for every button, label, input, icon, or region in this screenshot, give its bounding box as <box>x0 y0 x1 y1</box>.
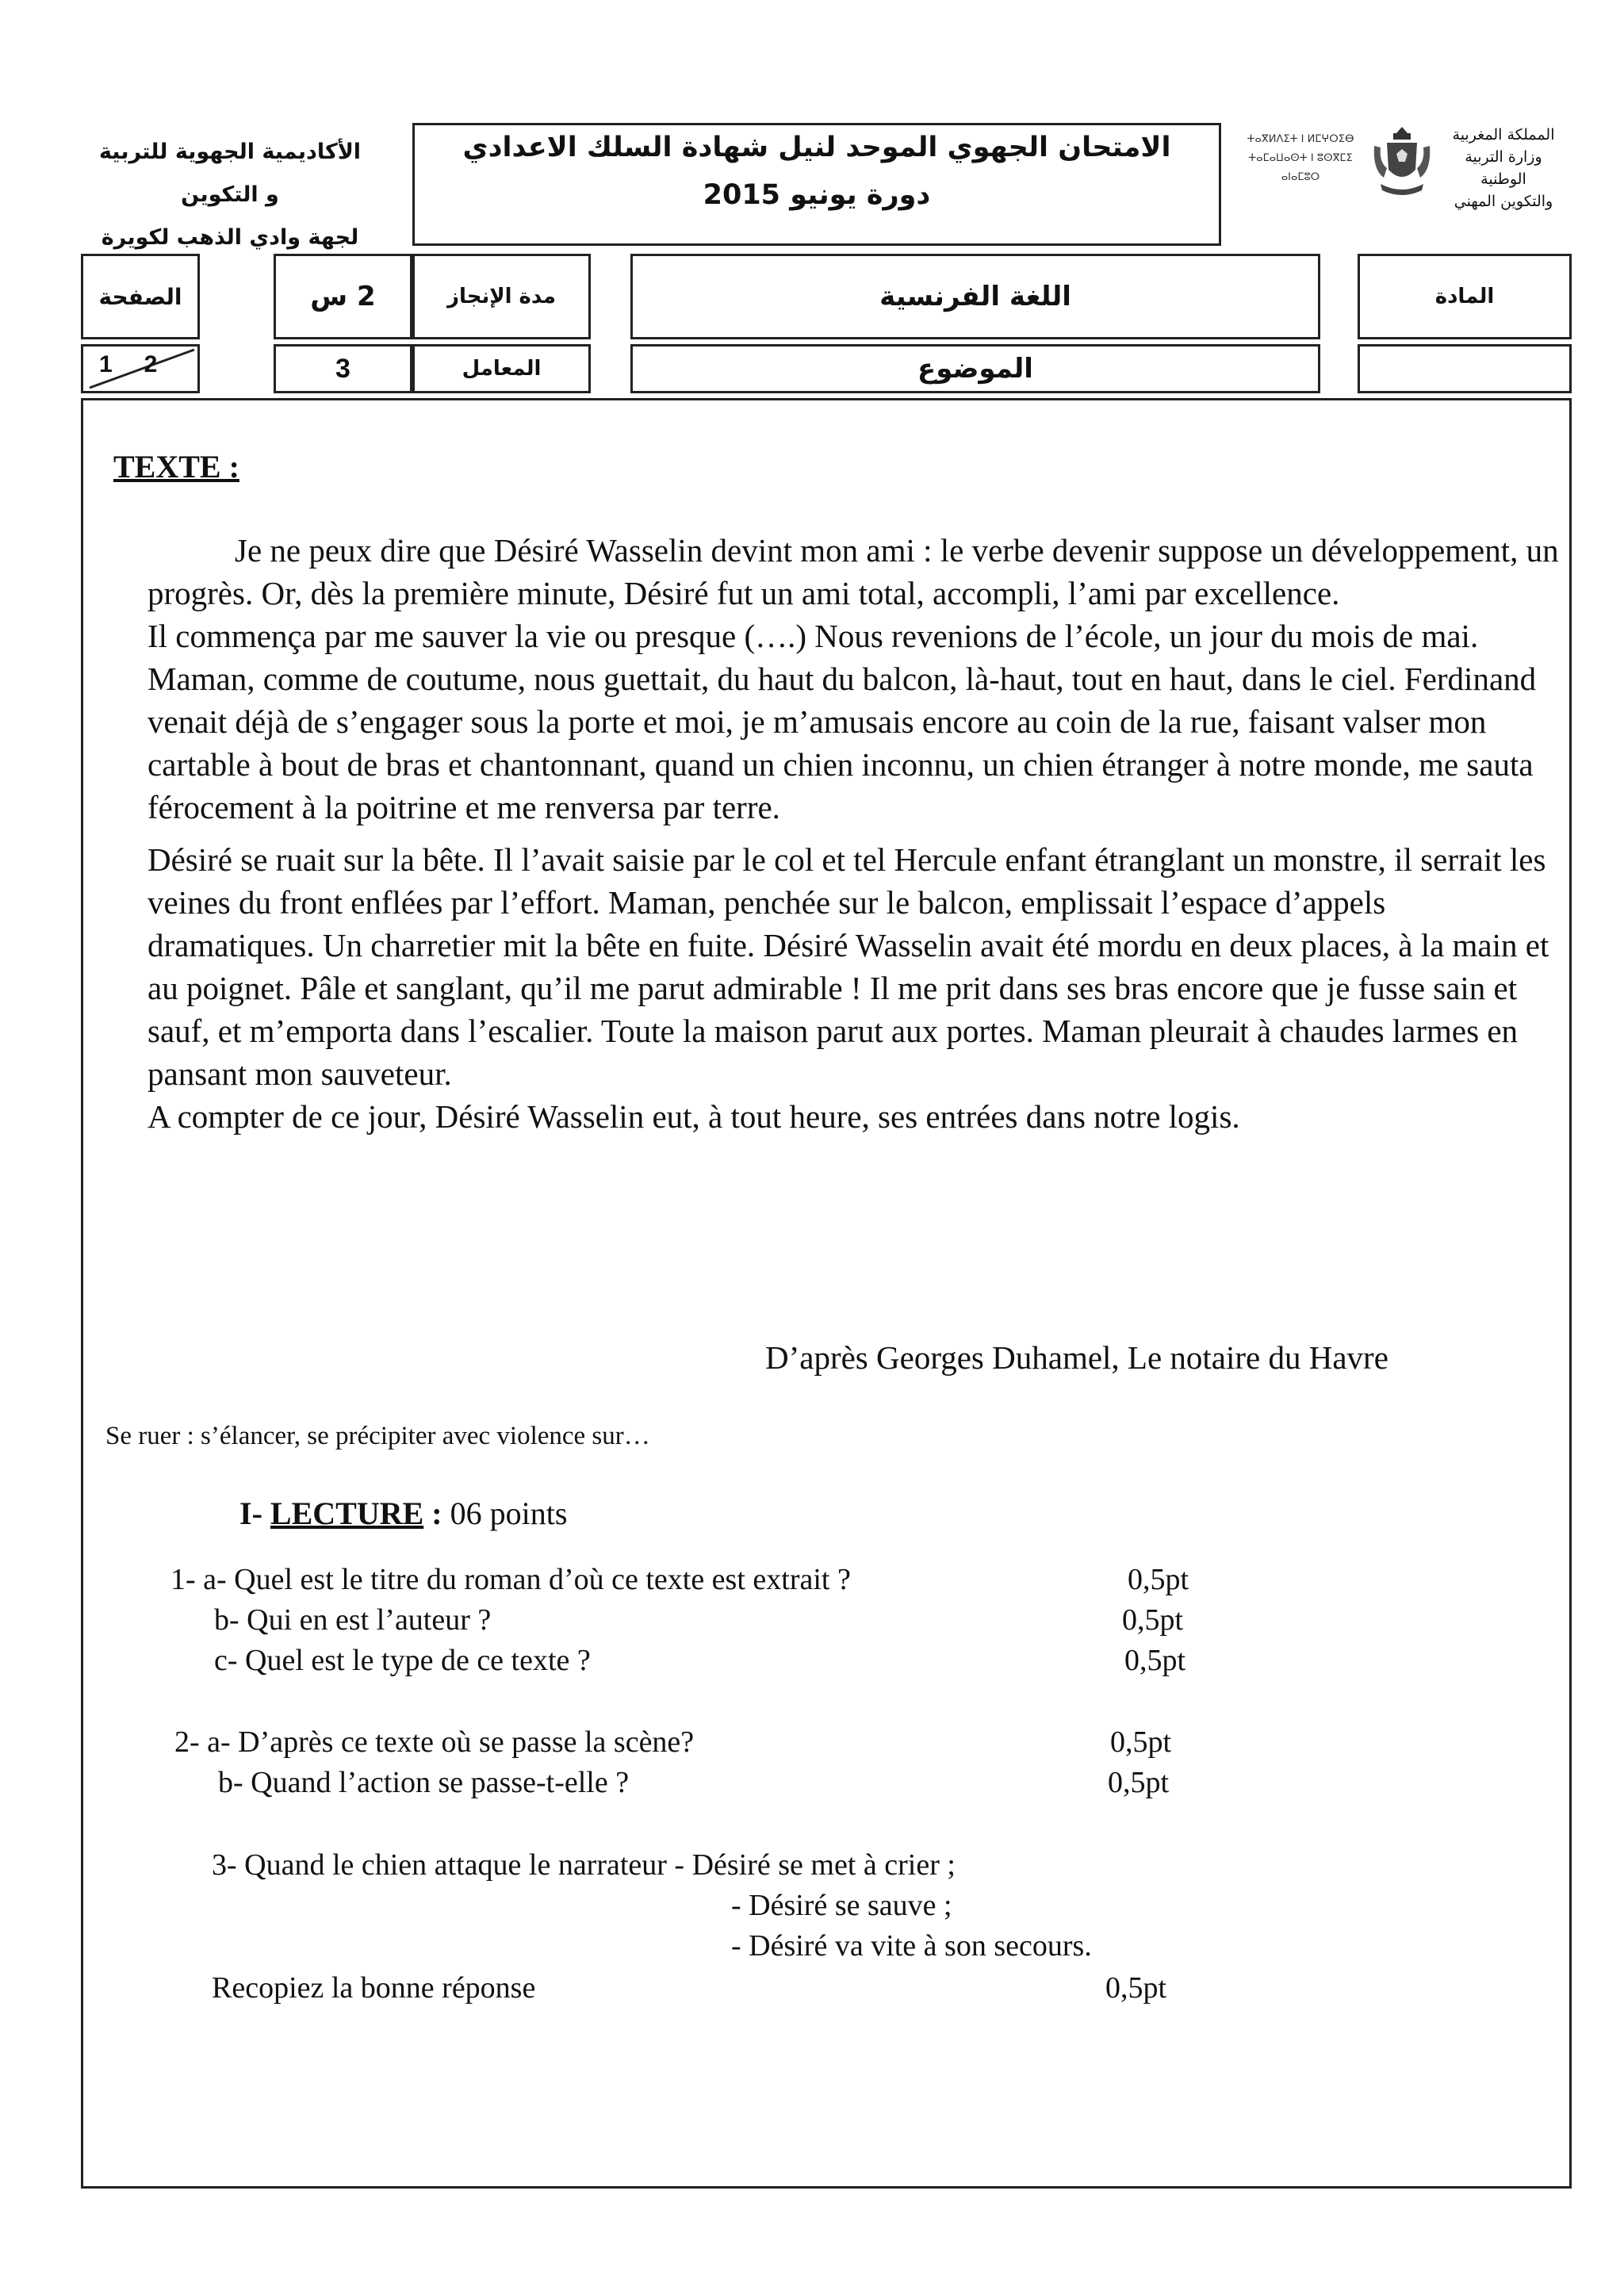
lecture-points-colon: : <box>423 1496 450 1531</box>
question-1c: c- Quel est le type de ce texte ? <box>214 1644 591 1677</box>
text-source: D’après Georges Duhamel, Le notaire du Havre <box>765 1339 1388 1376</box>
coefficient-value: 3 <box>335 353 350 384</box>
topic-label: الموضوع <box>917 353 1033 385</box>
question-2a-points: 0,5pt <box>1110 1725 1172 1759</box>
text-heading: TEXTE : <box>113 449 239 484</box>
page-value: 12 <box>99 351 190 377</box>
exam-title: الامتحان الجهوي الموحد لنيل شهادة السلك الاعدادي <box>462 132 1171 163</box>
passage-paragraph-3: Désiré se ruait sur la bête. Il l’avait saisie par le col et tel Hercule enfant étranglant un monstre, il serrait les veines du front enflées par l’effort. Maman, penchée sur le balcon, emplissait l’espace d’appels dramatiques. Un charretier mit la bête en fuite. Désiré Wasselin avait été mordu en deux places, à la main et au poignet. Pâle et sanglant, qu’il me parut admirable ! Il me prit dans ses bras encore que je fusse sain et sauf, et m’emporta dans l’escalier. Toute la maison parut aux portes. Maman pleurait à chaudes larmes en pansant mon sauveteur. <box>147 841 1549 1092</box>
duration-value: 2 س <box>310 281 376 312</box>
tifinagh-line-3: ⴰⵏⴰⵎⵓⵔ <box>1281 171 1320 183</box>
coefficient-label-cell <box>412 344 591 393</box>
question-1a-points: 0,5pt <box>1128 1563 1189 1596</box>
ministry-block <box>1233 119 1566 222</box>
exam-session: دورة يونيو 2015 <box>703 179 931 211</box>
question-2a: 2- a- D’après ce texte où se passe la scène? <box>174 1725 695 1759</box>
lecture-prefix: I- <box>239 1496 270 1531</box>
question-1b: b- Qui en est l’auteur ? <box>214 1603 492 1637</box>
empty-cell <box>1358 344 1572 393</box>
coat-of-arms-emblem <box>1369 122 1434 201</box>
tifinagh-text <box>1233 130 1368 187</box>
ministry-ar-line-3: والتكوين المهني <box>1454 193 1553 210</box>
ministry-ar-line-1: المملكة المغربية <box>1452 126 1555 144</box>
question-3: 3- Quand le chien attaque le narrateur - Désiré se met à crier ; <box>212 1848 956 1882</box>
lecture-title: LECTURE <box>270 1496 424 1531</box>
tifinagh-line-1: ⵜⴰⴳⵍⴷⵉⵜ ⵏ ⵍⵎⵖⵔⵉⴱ <box>1247 133 1354 145</box>
subject-label: المادة <box>1434 285 1495 308</box>
passage-paragraph-2: Il commença par me sauver la vie ou presque (….) Nous revenions de l’école, un jour du mois de mai. Maman, comme de coutume, nous guettait, du haut du balcon, là-haut, tout en haut, dans le ciel. Ferdinand venait déjà de s’engager sous la porte et moi, je m’amusais encore au coin de la rue, faisant valser mon cartable à bout de bras et chantonnant, quand un chien inconnu, un chien étranger à notre monde, me sauta férocement à la poitrine et me renversa par terre. <box>147 618 1537 825</box>
question-2b: b- Quand l’action se passe-t-elle ? <box>218 1766 630 1799</box>
subject-value-cell <box>630 254 1320 339</box>
vocabulary-note: Se ruer : s’élancer, se précipiter avec violence sur… <box>105 1422 650 1450</box>
question-2b-points: 0,5pt <box>1108 1766 1170 1799</box>
coefficient-label: المعامل <box>462 357 542 381</box>
question-3-option-2: - Désiré se sauve ; <box>731 1889 952 1922</box>
lecture-points: 06 points <box>450 1496 568 1531</box>
subject-label-cell <box>1358 254 1572 339</box>
tifinagh-line-2: ⵜⴰⵎⴰⵡⴰⵙⵜ ⵏ ⵓⵙⴳⵎⵉ <box>1248 152 1353 164</box>
question-3-instruction: Recopiez la bonne réponse <box>212 1971 536 2005</box>
academy-line-1: الأكاديمية الجهوية للتربية و التكوين <box>98 140 362 207</box>
topic-label-cell <box>630 344 1320 393</box>
academy-name <box>95 131 365 259</box>
ministry-ar-line-2: وزارة التربية الوطنية <box>1465 148 1542 188</box>
passage <box>147 529 1559 1138</box>
page-label-cell <box>81 254 200 339</box>
exam-title-box <box>412 123 1221 246</box>
duration-label: مدة الإنجاز <box>446 285 557 308</box>
page-value-cell <box>81 344 200 393</box>
duration-label-cell <box>412 254 591 339</box>
question-3-option-3: - Désiré va vite à son secours. <box>731 1929 1092 1963</box>
page-label: الصفحة <box>98 283 182 310</box>
question-1a: 1- a- Quel est le titre du roman d’où ce texte est extrait ? <box>170 1563 851 1596</box>
coefficient-value-cell <box>274 344 412 393</box>
passage-paragraph-1: Je ne peux dire que Désiré Wasselin devint mon ami : le verbe devenir suppose un développement, un progrès. Or, dès la première minute, Désiré fut un ami total, accompli, l’ami par excellence. <box>147 532 1559 611</box>
lecture-heading <box>239 1495 567 1532</box>
question-3-points: 0,5pt <box>1105 1971 1167 2005</box>
subject-value: اللغة الفرنسية <box>879 281 1071 312</box>
question-1c-points: 0,5pt <box>1124 1644 1186 1677</box>
question-1b-points: 0,5pt <box>1122 1603 1184 1637</box>
academy-line-2: لجهة وادي الذهب لكويرة <box>101 225 359 250</box>
passage-paragraph-4: A compter de ce jour, Désiré Wasselin eut, à tout heure, ses entrées dans notre logis. <box>147 1098 1240 1135</box>
duration-value-cell <box>274 254 412 339</box>
ministry-arabic <box>1441 124 1566 213</box>
